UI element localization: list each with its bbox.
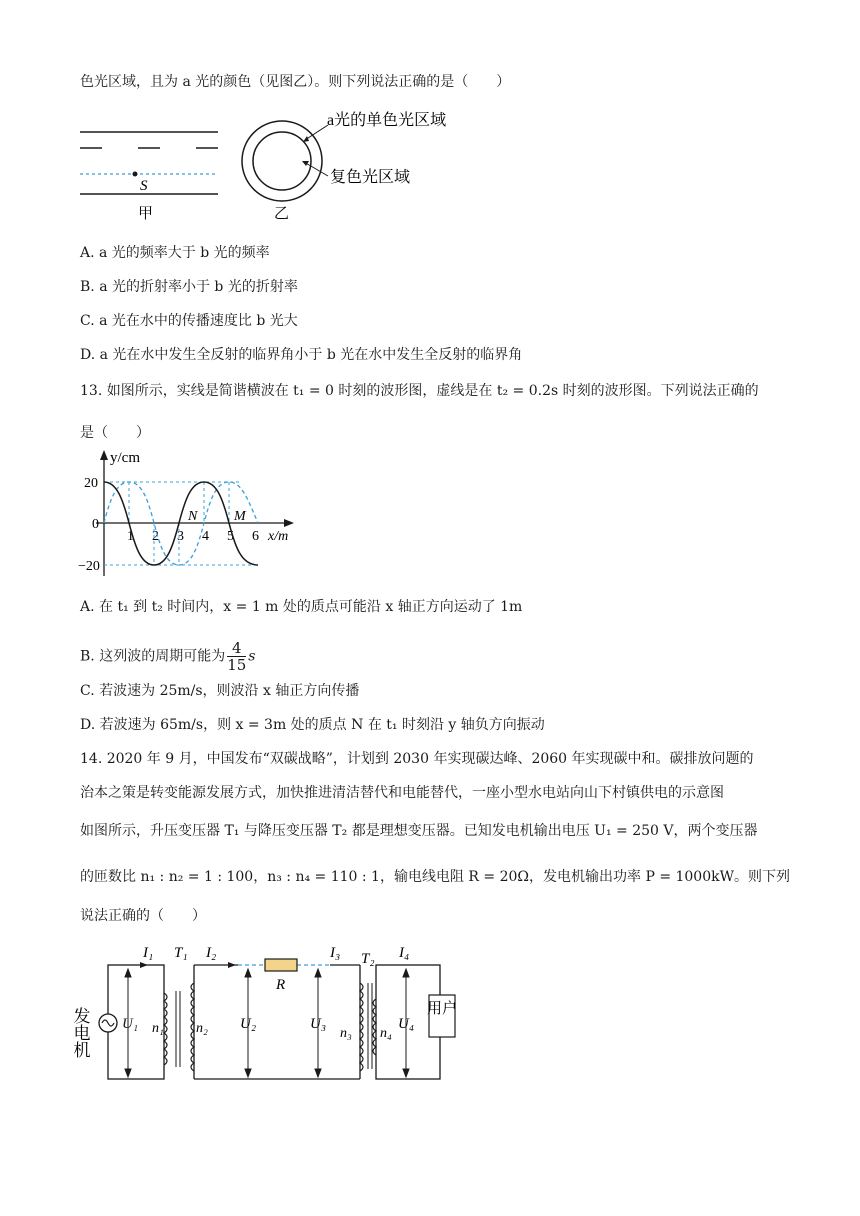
fraction-numerator: 4 xyxy=(227,640,246,657)
x-tick-4: 4 xyxy=(202,529,209,544)
q12-option-d: D. a 光在水中发生全反射的临界角小于 b 光在水中发生全反射的临界角 xyxy=(80,347,523,363)
q13-option-c: C. 若波速为 25m/s，则波沿 x 轴正方向传播 xyxy=(80,683,360,699)
y-tick-20: 20 xyxy=(84,476,98,491)
fraction-denominator: 15 xyxy=(227,656,247,674)
point-s xyxy=(133,172,138,177)
y-tick-neg20: −20 xyxy=(78,559,100,574)
q14-line3: 如图所示，升压变压器 T₁ 与降压变压器 T₂ 都是理想变压器。已知发电机输出电压 U₁ = 250 V，两个变压器 xyxy=(80,823,758,839)
q12-option-c: C. a 光在水中的传播速度比 b 光大 xyxy=(80,313,298,329)
q13-option-b-prefix: B. 这列波的周期可能为 xyxy=(80,648,226,665)
label-t1: T₁ xyxy=(174,945,188,961)
x-tick-1: 1 xyxy=(127,529,134,544)
q13-option-b-unit: s xyxy=(248,648,256,665)
x-tick-2: 2 xyxy=(152,529,159,544)
q13-stem-line1: 13. 如图所示，实线是简谐横波在 t₁ = 0 时刻的波形图，虚线是在 t₂ = 0.2s 时刻的波形图。下列说法正确的 xyxy=(80,383,759,399)
label-r: R xyxy=(276,977,286,993)
current-i1-arrow xyxy=(140,962,148,968)
label-u1 xyxy=(122,1016,138,1032)
label-n4: n₄ xyxy=(380,1026,392,1041)
q13-stem-line2: 是（ ） xyxy=(80,425,150,441)
q13-wave-graph xyxy=(0,448,860,588)
label-u2: U₂ xyxy=(240,1016,257,1032)
label-composite-region: 复色光区域 xyxy=(330,169,411,186)
q12-option-a: A. a 光的频率大于 b 光的频率 xyxy=(80,245,270,261)
x-axis-label: x/m xyxy=(268,529,289,544)
label-i4: I₄ xyxy=(399,945,410,961)
figure-yi xyxy=(242,111,446,222)
point-s-label: S xyxy=(140,178,148,194)
label-n1: n₁ xyxy=(152,1021,164,1036)
q13-option-d: D. 若波速为 65m/s，则 x = 3m 处的质点 N 在 t₁ 时刻沿 y 轴负方向振动 xyxy=(80,717,545,733)
label-t2: T₂ xyxy=(361,951,375,967)
generator-label: 发电机 xyxy=(70,1007,90,1058)
label-n2: n₂ xyxy=(196,1021,208,1036)
label-u4: U₄ xyxy=(398,1016,415,1032)
x-tick-3: 3 xyxy=(177,529,184,544)
q13-option-b-fraction xyxy=(227,640,246,673)
fig-yi-caption: 乙 xyxy=(274,206,290,222)
q13-option-b xyxy=(80,640,255,673)
label-u1-text: U₁ xyxy=(122,1016,139,1032)
label-i3: I₃ xyxy=(330,945,341,961)
label-mono-region: a光的单色光区域 xyxy=(327,112,447,129)
y-tick-0: 0 xyxy=(92,517,99,532)
point-n-label: N xyxy=(188,509,198,524)
label-u3: U₃ xyxy=(310,1016,327,1032)
q12-option-b: B. a 光的折射率小于 b 光的折射率 xyxy=(80,279,298,295)
x-tick-5: 5 xyxy=(227,529,234,544)
q14-line2: 治本之策是转变能源发展方式，加快推进清洁替代和电能替代，一座小型水电站向山下村镇供电的示意图 xyxy=(80,785,724,801)
current-i2-arrow xyxy=(228,962,236,968)
q14-line5: 说法正确的（ ） xyxy=(80,908,206,924)
q12-intro: 色光区域，且为 a 光的颜色（见图乙）。则下列说法正确的是（ ） xyxy=(80,74,511,90)
figure-jia xyxy=(80,132,218,222)
q14-line1: 14. 2020 年 9 月，中国发布“双碳战略”，计划到 2030 年实现碳达峰、2060 年实现碳中和。碳排放问题的 xyxy=(80,751,754,767)
label-i2: I₂ xyxy=(206,945,217,961)
user-label-text: 用户 xyxy=(426,1001,458,1017)
resistor-r xyxy=(265,959,297,971)
point-m-label: M xyxy=(234,509,246,524)
y-axis-label: y/cm xyxy=(110,450,140,466)
q14-line4: 的匝数比 n₁ : n₂ = 1 : 100，n₃ : n₄ = 110 : 1，输电线电阻 R = 20Ω，发电机输出功率 P = 1000kW。则下列 xyxy=(80,869,790,885)
user-label xyxy=(427,1000,457,1017)
label-i1: I₁ xyxy=(143,945,154,961)
x-tick-6: 6 xyxy=(252,529,259,544)
q14-circuit xyxy=(0,935,860,1085)
label-n3: n₃ xyxy=(340,1026,352,1041)
q13-option-a: A. 在 t₁ 到 t₂ 时间内，x = 1 m 处的质点可能沿 x 轴正方向运动了 1m xyxy=(80,599,523,615)
fig-jia-caption: 甲 xyxy=(138,206,154,222)
